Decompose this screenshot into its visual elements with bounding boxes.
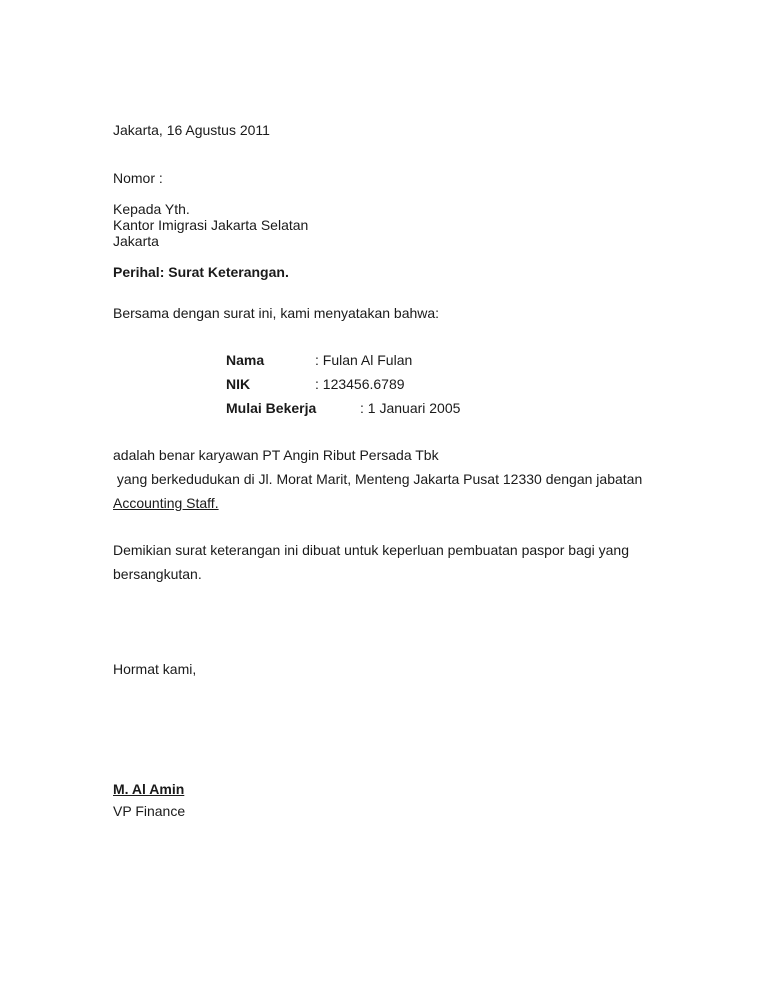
- detail-label-name: Nama: [226, 352, 265, 368]
- detail-value-nik: : 123456.6789: [315, 376, 405, 392]
- statement-line: yang berkedudukan di Jl. Morat Marit, Menteng Jakarta Pusat 12330 dengan jabatan: [113, 471, 643, 487]
- detail-value-start-date: : 1 Januari 2005: [360, 400, 461, 416]
- recipient-line: Kepada Yth.: [113, 201, 190, 217]
- recipient-line: Jakarta: [113, 233, 159, 249]
- regards-line: Hormat kami,: [113, 661, 197, 677]
- recipient-line: Kantor Imigrasi Jakarta Selatan: [113, 217, 309, 233]
- signatory-name: M. Al Amin: [113, 781, 185, 797]
- subject-line: Perihal: Surat Keterangan.: [113, 264, 289, 280]
- opening-paragraph: Bersama dengan surat ini, kami menyatakan bahwa:: [113, 305, 440, 321]
- signatory-title: VP Finance: [113, 803, 186, 819]
- detail-value-name: : Fulan Al Fulan: [315, 352, 413, 368]
- detail-label-start-date: Mulai Bekerja: [226, 400, 317, 416]
- job-position: Accounting Staff.: [113, 495, 219, 511]
- place-date: Jakarta, 16 Agustus 2011: [113, 122, 270, 138]
- statement-line: adalah benar karyawan PT Angin Ribut Persada Tbk: [113, 447, 439, 463]
- closing-line: bersangkutan.: [113, 566, 202, 582]
- detail-label-nik: NIK: [226, 376, 251, 392]
- closing-line: Demikian surat keterangan ini dibuat untuk keperluan pembuatan paspor bagi yang: [113, 542, 630, 558]
- number-label: Nomor :: [113, 170, 163, 186]
